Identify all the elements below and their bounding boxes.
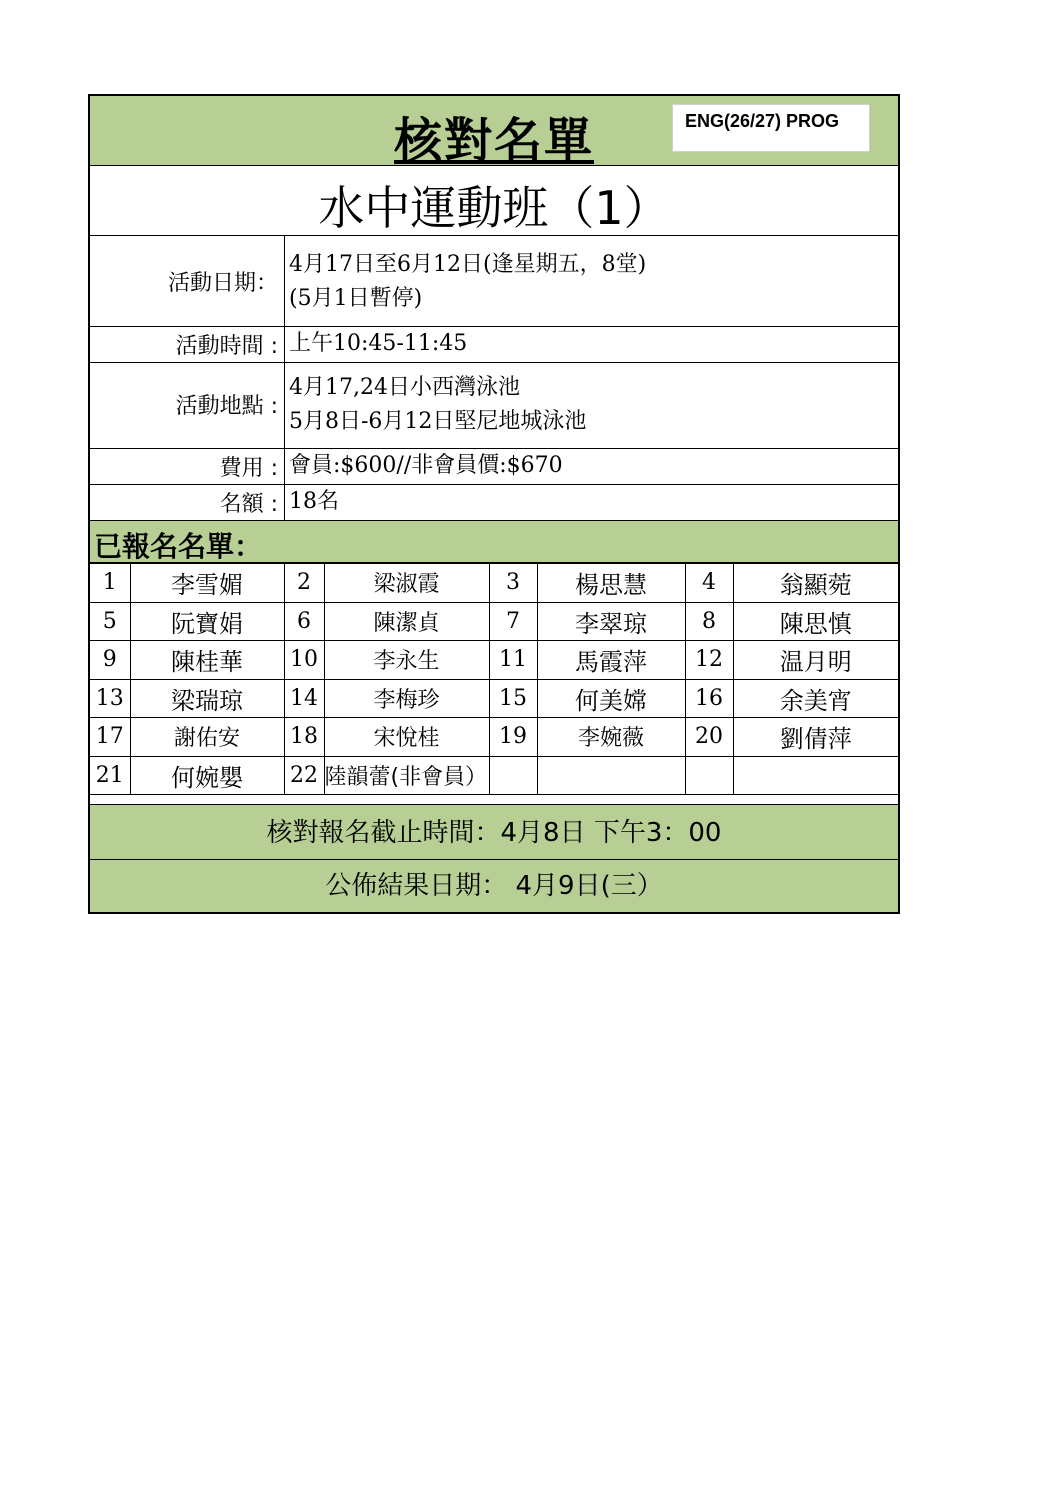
entry-number: 21 — [90, 756, 130, 795]
info-line: (5月1日暫停) — [289, 286, 423, 311]
entry-number: 1 — [90, 564, 130, 603]
entry-name: 温月明 — [733, 641, 898, 680]
entry-number: 8 — [685, 602, 733, 641]
entry-number: 9 — [90, 641, 130, 680]
entry-number: 6 — [284, 602, 324, 641]
info-row-location — [90, 363, 898, 449]
info-label: 費用 : — [219, 456, 278, 481]
entry-number: 10 — [284, 641, 324, 680]
info-value — [284, 236, 898, 326]
entry-number — [685, 756, 733, 795]
entry-name: 何美嫦 — [537, 679, 685, 718]
entry-number: 2 — [284, 564, 324, 603]
info-row-quota — [90, 485, 898, 521]
entry-name — [733, 756, 898, 795]
entry-name: 陳桂華 — [130, 641, 284, 680]
entry-number: 19 — [489, 718, 537, 757]
info-row-time — [90, 327, 898, 363]
title-row — [90, 96, 898, 169]
entry-name: 何婉嬰 — [130, 756, 284, 795]
entry-name: 劉倩萍 — [733, 718, 898, 757]
info-row-date — [90, 236, 898, 327]
entry-name: 陸韻蕾(非會員） — [324, 756, 489, 795]
info-line: 4月17,24日小西灣泳池 — [289, 375, 520, 400]
entry-name: 余美宵 — [733, 679, 898, 718]
entry-number: 5 — [90, 602, 130, 641]
entry-name: 馬霞萍 — [537, 641, 685, 680]
entry-number: 11 — [489, 641, 537, 680]
entry-name: 陳潔貞 — [324, 602, 489, 641]
registered-names-table — [90, 563, 898, 795]
entry-number — [489, 756, 537, 795]
page-title: 核對名單 — [393, 113, 594, 169]
entry-number: 14 — [284, 679, 324, 718]
entry-number: 22 — [284, 756, 324, 795]
entry-number: 17 — [90, 718, 130, 757]
info-label: 活動地點 : — [175, 394, 278, 419]
entry-number: 4 — [685, 564, 733, 603]
info-row-fee — [90, 449, 898, 485]
entry-number: 16 — [685, 679, 733, 718]
entry-name: 阮寶娟 — [130, 602, 284, 641]
table-row — [90, 641, 898, 680]
info-line: 會員:$600//非會員價:$670 — [289, 453, 563, 478]
entry-name: 李翠琼 — [537, 602, 685, 641]
info-line: 18名 — [289, 489, 339, 514]
entry-name: 李永生 — [324, 641, 489, 680]
result-date-text: 公佈結果日期： 4月9日(三） — [325, 871, 663, 901]
entry-number: 7 — [489, 602, 537, 641]
deadline-text: 核對報名截止時間：4月8日 下午3：00 — [266, 818, 722, 848]
entry-name: 李梅珍 — [324, 679, 489, 718]
registered-heading: 已報名名單： — [94, 530, 263, 563]
entry-number: 15 — [489, 679, 537, 718]
entry-name: 李婉薇 — [537, 718, 685, 757]
table-row — [90, 602, 898, 641]
entry-number: 18 — [284, 718, 324, 757]
info-label: 名額 : — [219, 492, 278, 517]
registered-heading-row — [90, 521, 898, 563]
info-value — [284, 449, 898, 484]
entry-name: 謝佑安 — [130, 718, 284, 757]
entry-name: 宋悅桂 — [324, 718, 489, 757]
entry-name: 翁顯菀 — [733, 564, 898, 603]
program-code-badge: ENG(26/27) PROG — [672, 104, 870, 152]
info-value — [284, 485, 898, 520]
table-row — [90, 718, 898, 757]
entry-name: 陳思慎 — [733, 602, 898, 641]
entry-name — [537, 756, 685, 795]
deadline-row — [90, 804, 898, 860]
class-name: 水中運動班（1） — [318, 181, 670, 235]
table-row — [90, 564, 898, 603]
entry-name: 梁瑞琼 — [130, 679, 284, 718]
info-label: 活動時間 : — [175, 334, 278, 359]
entry-number: 20 — [685, 718, 733, 757]
info-line: 4月17日至6月12日(逢星期五，8堂) — [289, 252, 647, 277]
entry-name: 梁淑霞 — [324, 564, 489, 603]
info-line: 5月8日-6月12日堅尼地城泳池 — [289, 409, 587, 434]
info-label: 活動日期： — [167, 271, 278, 296]
entry-number: 13 — [90, 679, 130, 718]
info-value — [284, 327, 898, 362]
entry-number: 12 — [685, 641, 733, 680]
result-date-row — [90, 860, 898, 912]
info-line: 上午10:45-11:45 — [289, 331, 468, 356]
class-name-row — [90, 166, 898, 236]
table-row — [90, 679, 898, 718]
checklist-sheet — [88, 94, 900, 914]
entry-number: 3 — [489, 564, 537, 603]
entry-name: 李雪媚 — [130, 564, 284, 603]
entry-name: 楊思慧 — [537, 564, 685, 603]
info-value — [284, 363, 898, 448]
table-row — [90, 756, 898, 795]
